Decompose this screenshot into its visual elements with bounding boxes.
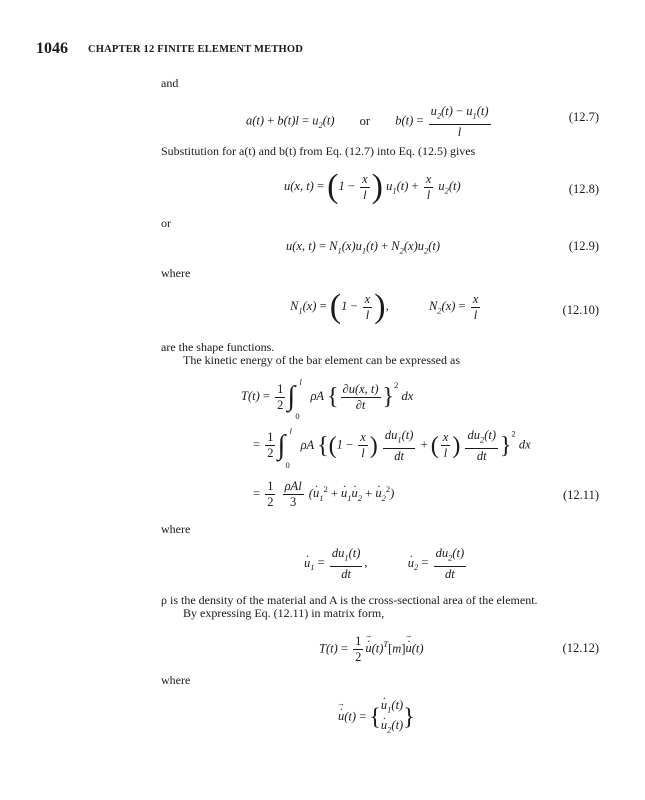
equation-velocity-vector: → u .(t) = { u $._1(t)$ u $._2(t)$ }: [338, 698, 415, 737]
equation-12-11-line-3: = $\frac{1}{2}$ $\frac{\text{ρAl}}{3}$ (u $._1^2 + u$ $._1u$ $._2 + u$ $._2^2$): [253, 479, 394, 510]
text-rho-definition: ρ is the density of the material and A is the cross-sectional area of the element.: [161, 593, 538, 607]
text-and: and: [161, 76, 179, 90]
text-or: or: [161, 216, 171, 230]
equation-number: (12.9): [568, 239, 599, 253]
text-where: where: [161, 522, 191, 536]
equation-number: (12.10): [562, 303, 599, 317]
equation-12-10: $N_1(x) = (1$ − $\frac{x}{l}$ ), $N_2(x)$ = $\frac{x}{l}$: [290, 288, 479, 325]
equation-12-11-line-2: = $\frac{1}{2}$ ∫ 0 l ρA {(1 − $\frac{x}{l}$ ) $\frac{du_1(t)}{dt}$ + ( $\frac{x}{l}$ ) $\frac{du_2(t)}{dt}$ }$^2$ dx: [253, 425, 531, 470]
page-number: 1046: [36, 40, 68, 57]
equation-12-9: u(x, $t) = N_1(x)u_1(t) + N_2(x)u_2(t)$: [286, 239, 441, 256]
or-word: or: [359, 113, 371, 128]
equation-12-7: $a(t) + b(t)l = u_2(t)$ or b(t) = $\frac{u_2(t) - u_1(t)}{l}$: [246, 104, 489, 139]
text-where: where: [161, 266, 191, 280]
equation-number: (12.11): [563, 488, 599, 502]
equation-12-8: u(x, t) = (1 − $\frac{x}{l}$ ) $u_1(t)$ + $\frac{x}{l}$ $u_2(t)$: [284, 168, 461, 205]
equation-velocities: u $._1$ = $\frac{du_1(t)}{dt}$ , u $._2$ = $\frac{du_2(t)}{dt}$: [304, 546, 468, 582]
equation-number: (12.8): [568, 182, 599, 196]
text-where: where: [161, 673, 191, 687]
text-substitution: Substitution for a(t) and b(t) from Eq. (12.7) into Eq. (12.5) gives: [161, 144, 476, 158]
chapter-heading: CHAPTER 12 FINITE ELEMENT METHOD: [88, 44, 304, 55]
text-kinetic-energy: The kinetic energy of the bar element can be expressed as: [183, 353, 460, 367]
text-shape-functions: are the shape functions.: [161, 340, 275, 354]
equation-number: (12.12): [562, 641, 599, 655]
equation-number: (12.7): [568, 110, 599, 124]
equation-12-11-line-1: T(t) = $\frac{1}{2}$ ∫ 0 l ρA { $\frac{\partial u(x, t)}{\partial t}$ }$^2$ dx: [241, 377, 414, 422]
equation-12-12: T(t) = $\frac{1}{2}$ → u $.(t)^T[m]\to u$ .(t): [319, 634, 424, 665]
text-matrix-form: By expressing Eq. (12.11) in matrix form,: [183, 606, 385, 620]
